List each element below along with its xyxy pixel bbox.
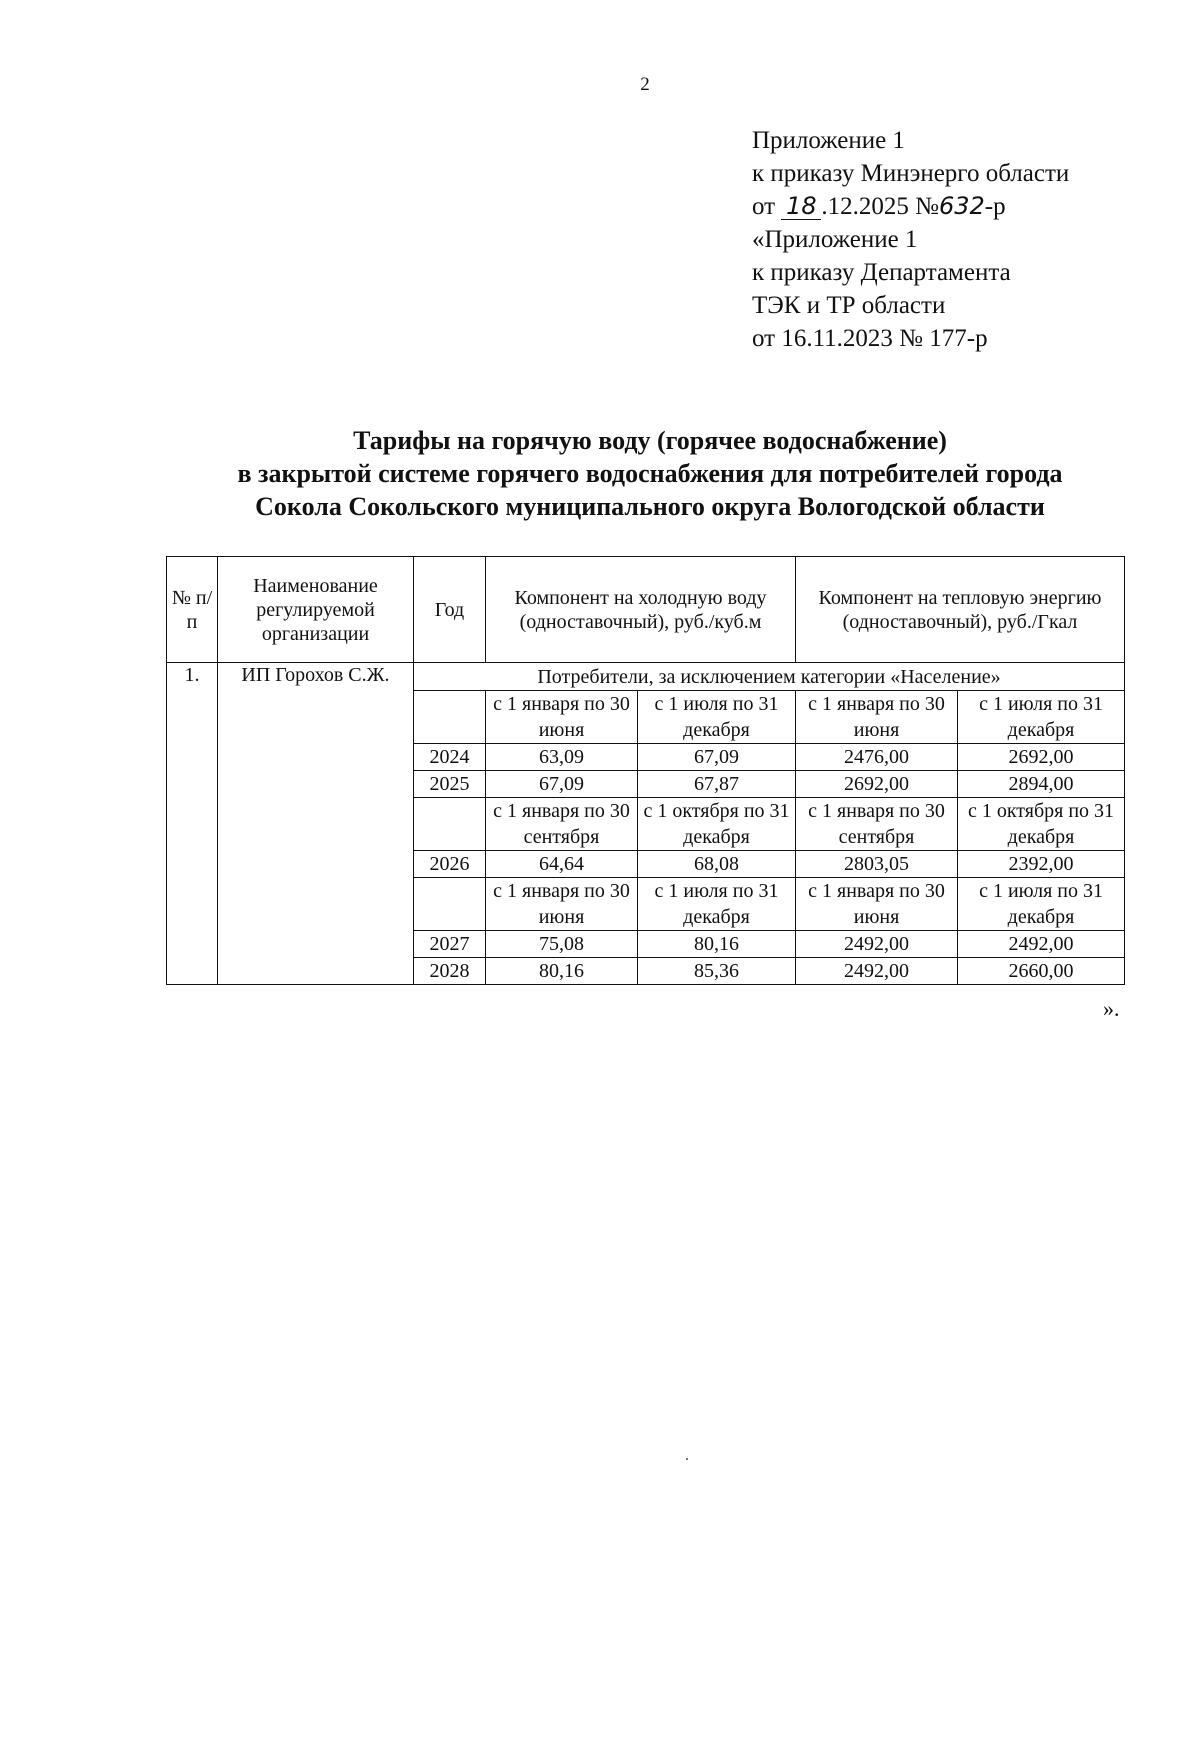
- period-cell: с 1 июля по 31 декабря: [638, 691, 796, 744]
- cold-value: 67,09: [638, 744, 796, 771]
- cold-value: 68,08: [638, 851, 796, 878]
- header-line: к приказу Департамента: [752, 259, 1011, 286]
- scan-speck: [686, 1458, 688, 1460]
- period-cell: с 1 января по 30 июня: [486, 691, 638, 744]
- title-line: Сокола Сокольского муниципального округа Вологодской области: [255, 492, 1045, 521]
- header-org: Наименование регулируемой организации: [218, 557, 414, 663]
- heat-value: 2660,00: [958, 958, 1125, 985]
- period-cell: с 1 октября по 31 декабря: [958, 798, 1125, 851]
- heat-value: 2803,05: [796, 851, 958, 878]
- header-line: «Приложение 1: [752, 226, 918, 253]
- closing-quote: ».: [1103, 996, 1120, 1021]
- period-cell: с 1 июля по 31 декабря: [958, 691, 1125, 744]
- heat-value: 2692,00: [958, 744, 1125, 771]
- period-cell: с 1 января по 30 сентября: [796, 798, 958, 851]
- table-row: [167, 663, 1125, 691]
- appendix-header: [752, 124, 1069, 355]
- heat-value: 2492,00: [958, 931, 1125, 958]
- period-cell: с 1 июля по 31 декабря: [958, 878, 1125, 931]
- year-cell: 2027: [414, 931, 486, 958]
- cold-value: 80,16: [486, 958, 638, 985]
- cold-value: 75,08: [486, 931, 638, 958]
- header-prefix: от: [752, 193, 776, 220]
- heat-value: 2492,00: [796, 958, 958, 985]
- year-cell: [414, 691, 486, 744]
- cold-value: 64,64: [486, 851, 638, 878]
- document-title: [150, 424, 1150, 523]
- period-cell: с 1 октября по 31 декабря: [638, 798, 796, 851]
- year-cell: 2025: [414, 771, 486, 798]
- header-date-mid: .12.2025 №: [821, 193, 939, 220]
- cold-value: 67,87: [638, 771, 796, 798]
- header-line: ТЭК и ТР области: [752, 292, 946, 319]
- cold-value: 63,09: [486, 744, 638, 771]
- header-date-line: [752, 190, 1069, 223]
- header-line: Приложение 1: [752, 127, 905, 154]
- cold-value: 80,16: [638, 931, 796, 958]
- heat-value: 2392,00: [958, 851, 1125, 878]
- header-line: от 16.11.2023 № 177-р: [752, 325, 988, 352]
- period-cell: с 1 января по 30 июня: [796, 878, 958, 931]
- heat-value: 2476,00: [796, 744, 958, 771]
- header-cold-water: Компонент на холодную воду (одноставочный), руб./куб.м: [486, 557, 796, 663]
- title-line: в закрытой системе горячего водоснабжения для потребителей города: [237, 459, 1063, 488]
- header-num: № п/п: [167, 557, 218, 663]
- year-cell: [414, 878, 486, 931]
- period-cell: с 1 января по 30 сентября: [486, 798, 638, 851]
- table-header-row: [167, 557, 1125, 663]
- header-line: к приказу Минэнерго области: [752, 160, 1070, 187]
- year-cell: [414, 798, 486, 851]
- tariff-table: [166, 556, 1125, 985]
- heat-value: 2492,00: [796, 931, 958, 958]
- year-cell: 2028: [414, 958, 486, 985]
- period-cell: с 1 января по 30 июня: [486, 878, 638, 931]
- cold-value: 85,36: [638, 958, 796, 985]
- period-cell: с 1 января по 30 июня: [796, 691, 958, 744]
- period-cell: с 1 июля по 31 декабря: [638, 878, 796, 931]
- header-date-suffix: -р: [984, 193, 1006, 220]
- consumer-group: Потребители, за исключением категории «Население»: [414, 663, 1125, 691]
- row-number: 1.: [167, 663, 218, 985]
- cold-value: 67,09: [486, 771, 638, 798]
- organization-name: ИП Горохов С.Ж.: [218, 663, 414, 985]
- year-cell: 2026: [414, 851, 486, 878]
- year-cell: 2024: [414, 744, 486, 771]
- title-line: Тарифы на горячую воду (горячее водоснабжение): [353, 426, 947, 455]
- page-number: 2: [640, 74, 650, 95]
- header-heat: Компонент на тепловую энергию (одноставочный), руб./Гкал: [796, 557, 1125, 663]
- heat-value: 2692,00: [796, 771, 958, 798]
- header-year: Год: [414, 557, 486, 663]
- heat-value: 2894,00: [958, 771, 1125, 798]
- handwritten-day: 18: [781, 193, 821, 220]
- handwritten-number: 632: [938, 192, 985, 220]
